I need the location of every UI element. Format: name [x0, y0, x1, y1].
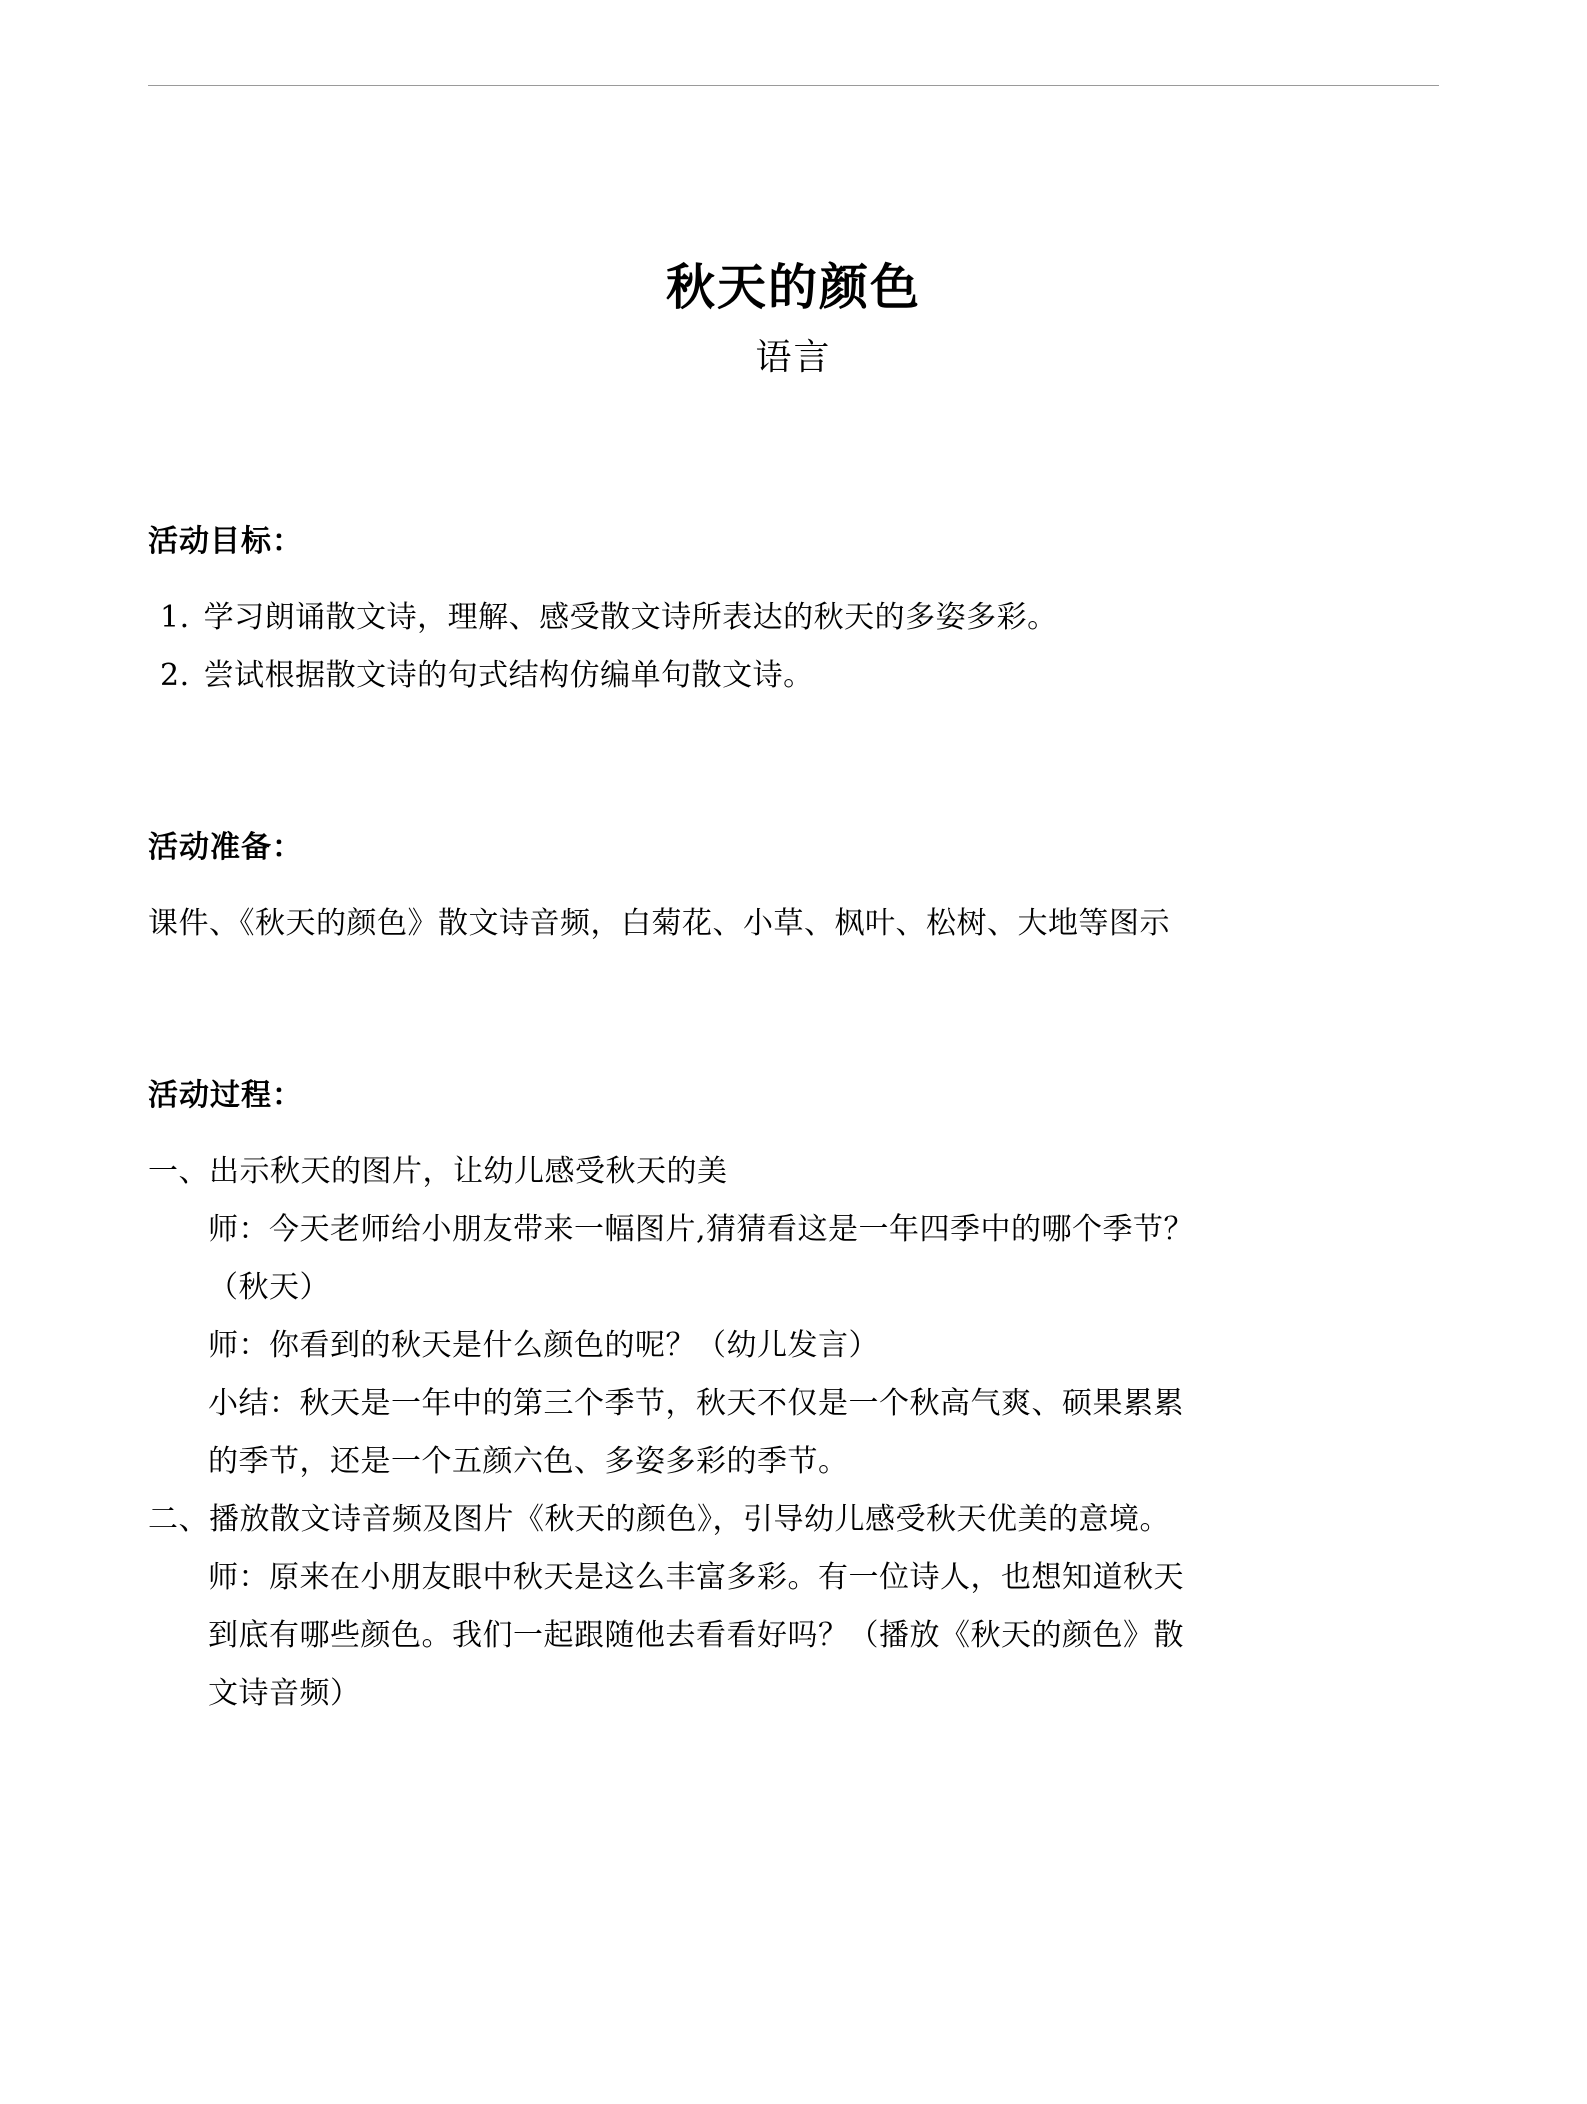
objective-item-2-number: 2. — [160, 658, 190, 693]
section-heading-process: 活动过程： — [148, 1078, 303, 1113]
objective-item-1 — [148, 600, 1448, 635]
section-heading-objectives: 活动目标： — [148, 524, 303, 559]
process-step-two-number: 二、 — [148, 1502, 209, 1537]
header-rule — [148, 85, 1439, 86]
process-step-one-line-5: 的季节，还是一个五颜六色、多姿多彩的季节。 — [208, 1444, 849, 1479]
objective-item-2 — [148, 658, 1448, 693]
preparation-text: 课件、《秋天的颜色》散文诗音频，白菊花、小草、枫叶、松树、大地等图示 — [148, 906, 1170, 941]
process-step-one-line-2: （秋天） — [208, 1270, 330, 1305]
process-step-two-line-2: 到底有哪些颜色。我们一起跟随他去看看好吗？（播放《秋天的颜色》散 — [208, 1618, 1184, 1653]
section-heading-preparation: 活动准备： — [148, 830, 303, 865]
objective-item-2-text: 尝试根据散文诗的句式结构仿编单句散文诗。 — [203, 658, 814, 693]
process-step-one-line-1: 师：今天老师给小朋友带来一幅图片,猜猜看这是一年四季中的哪个季节？ — [208, 1212, 1195, 1247]
process-step-one-title — [148, 1154, 1448, 1189]
document-body — [148, 524, 1448, 1711]
page-subtitle: 语言 — [755, 336, 832, 378]
process-step-one-line-3: 师：你看到的秋天是什么颜色的呢？（幼儿发言） — [208, 1328, 879, 1363]
page-title: 秋天的颜色 — [665, 258, 921, 316]
process-step-one-text: 出示秋天的图片，让幼儿感受秋天的美 — [209, 1154, 728, 1189]
objective-item-1-text: 学习朗诵散文诗，理解、感受散文诗所表达的秋天的多姿多彩。 — [203, 600, 1058, 635]
process-step-two-title — [148, 1502, 1448, 1537]
process-step-one-line-4: 小结：秋天是一年中的第三个季节，秋天不仅是一个秋高气爽、硕果累累 — [208, 1386, 1184, 1421]
objective-item-1-number: 1. — [160, 600, 190, 635]
process-step-one-number: 一、 — [148, 1154, 209, 1189]
process-step-two-text: 播放散文诗音频及图片《秋天的颜色》，引导幼儿感受秋天优美的意境。 — [209, 1502, 1170, 1537]
title-block — [148, 258, 1439, 380]
process-step-two-line-1: 师：原来在小朋友眼中秋天是这么丰富多彩。有一位诗人，也想知道秋天 — [208, 1560, 1184, 1595]
process-step-two-line-3: 文诗音频） — [208, 1676, 361, 1711]
